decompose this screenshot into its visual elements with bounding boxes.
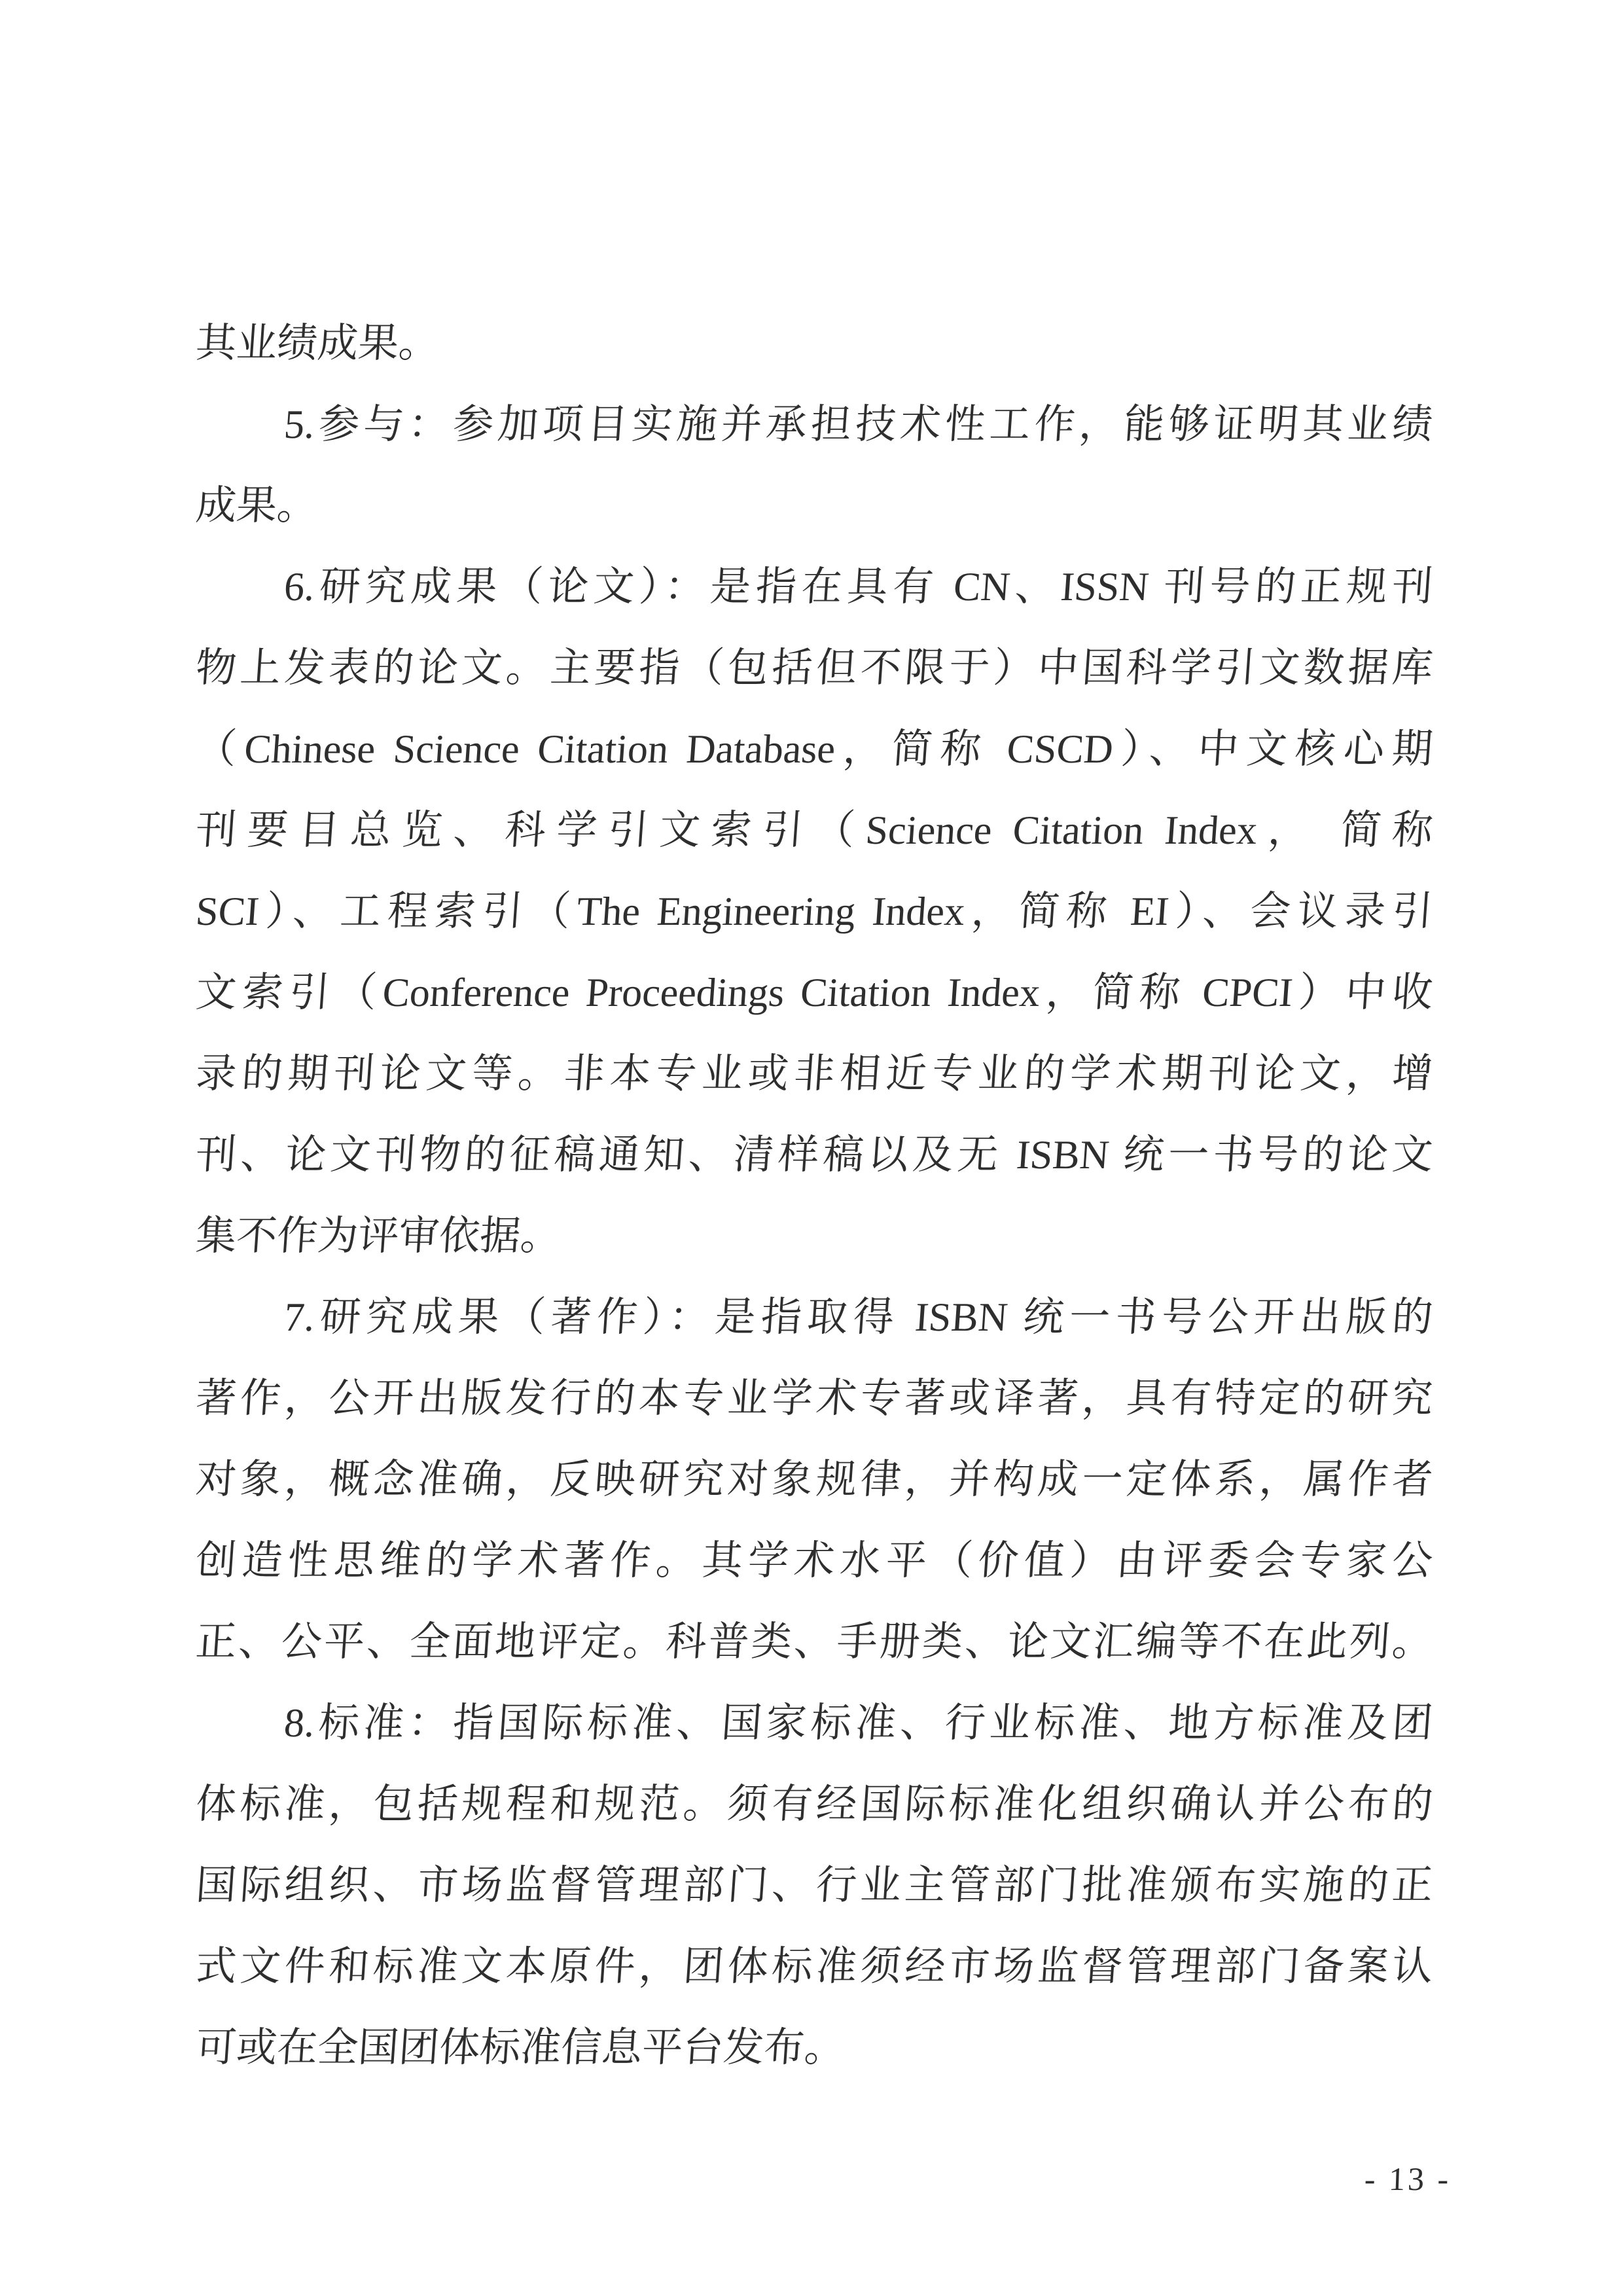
- text-line: 物上发表的论文。主要指（包括但不限于）中国科学引文数据库: [194, 646, 1435, 691]
- text-line: （Chinese Science Citation Database，简称 CSCD）、中文核心期: [194, 727, 1435, 772]
- text-line: 6.研究成果（论文）：是指在具有 CN、ISSN 刊号的正规刊: [282, 565, 1435, 609]
- text-line: 其业绩成果。: [194, 321, 441, 366]
- text-line: 7.研究成果（著作）：是指取得 ISBN 统一书号公开出版的: [282, 1295, 1435, 1340]
- text-line: 创造性思维的学术著作。其学术水平（价值）由评委会专家公: [194, 1539, 1435, 1583]
- text-line: 著作，公开出版发行的本专业学术专著或译著，具有特定的研究: [194, 1376, 1435, 1421]
- page-number: - 13 -: [1364, 2161, 1452, 2197]
- text-line: 刊要目总览、科学引文索引（Science Citation Index， 简称: [194, 808, 1435, 853]
- paragraph: [193, 547, 1435, 1277]
- paragraph: [193, 1683, 1435, 2089]
- text-line: 式文件和标准文本原件，团体标准须经市场监督管理部门备案认: [194, 1945, 1435, 1989]
- text-line: 8.标准：指国际标准、国家标准、行业标准、地方标准及团: [282, 1701, 1435, 1746]
- document-body: [193, 303, 1435, 2089]
- text-line: 刊、论文刊物的征稿通知、清样稿以及无 ISBN 统一书号的论文: [194, 1133, 1435, 1177]
- text-line: 可或在全国团体标准信息平台发布。: [194, 2026, 847, 2070]
- text-line: 录的期刊论文等。非本专业或非相近专业的学术期刊论文，增: [194, 1052, 1435, 1096]
- text-line: 国际组织、市场监督管理部门、行业主管部门批准颁布实施的正: [194, 1863, 1435, 1908]
- text-line: SCI）、工程索引（The Engineering Index，简称 EI）、会议录引: [194, 889, 1435, 934]
- paragraph: [193, 303, 1430, 384]
- text-line: 5.参与：参加项目实施并承担技术性工作，能够证明其业绩: [282, 403, 1435, 447]
- paragraph: [193, 384, 1435, 547]
- text-line: 正、公平、全面地评定。科普类、手册类、论文汇编等不在此列。: [194, 1620, 1435, 1664]
- text-line: 体标准，包括规程和规范。须有经国际标准化组织确认并公布的: [194, 1782, 1435, 1827]
- paragraph: [193, 1277, 1435, 1683]
- text-line: 成果。: [194, 484, 319, 528]
- text-line: 集不作为评审依据。: [194, 1214, 563, 1259]
- text-line: 对象，概念准确，反映研究对象规律，并构成一定体系，属作者: [194, 1458, 1435, 1502]
- text-line: 文索引（Conference Proceedings Citation Index，简称 CPCI）中收: [194, 971, 1435, 1015]
